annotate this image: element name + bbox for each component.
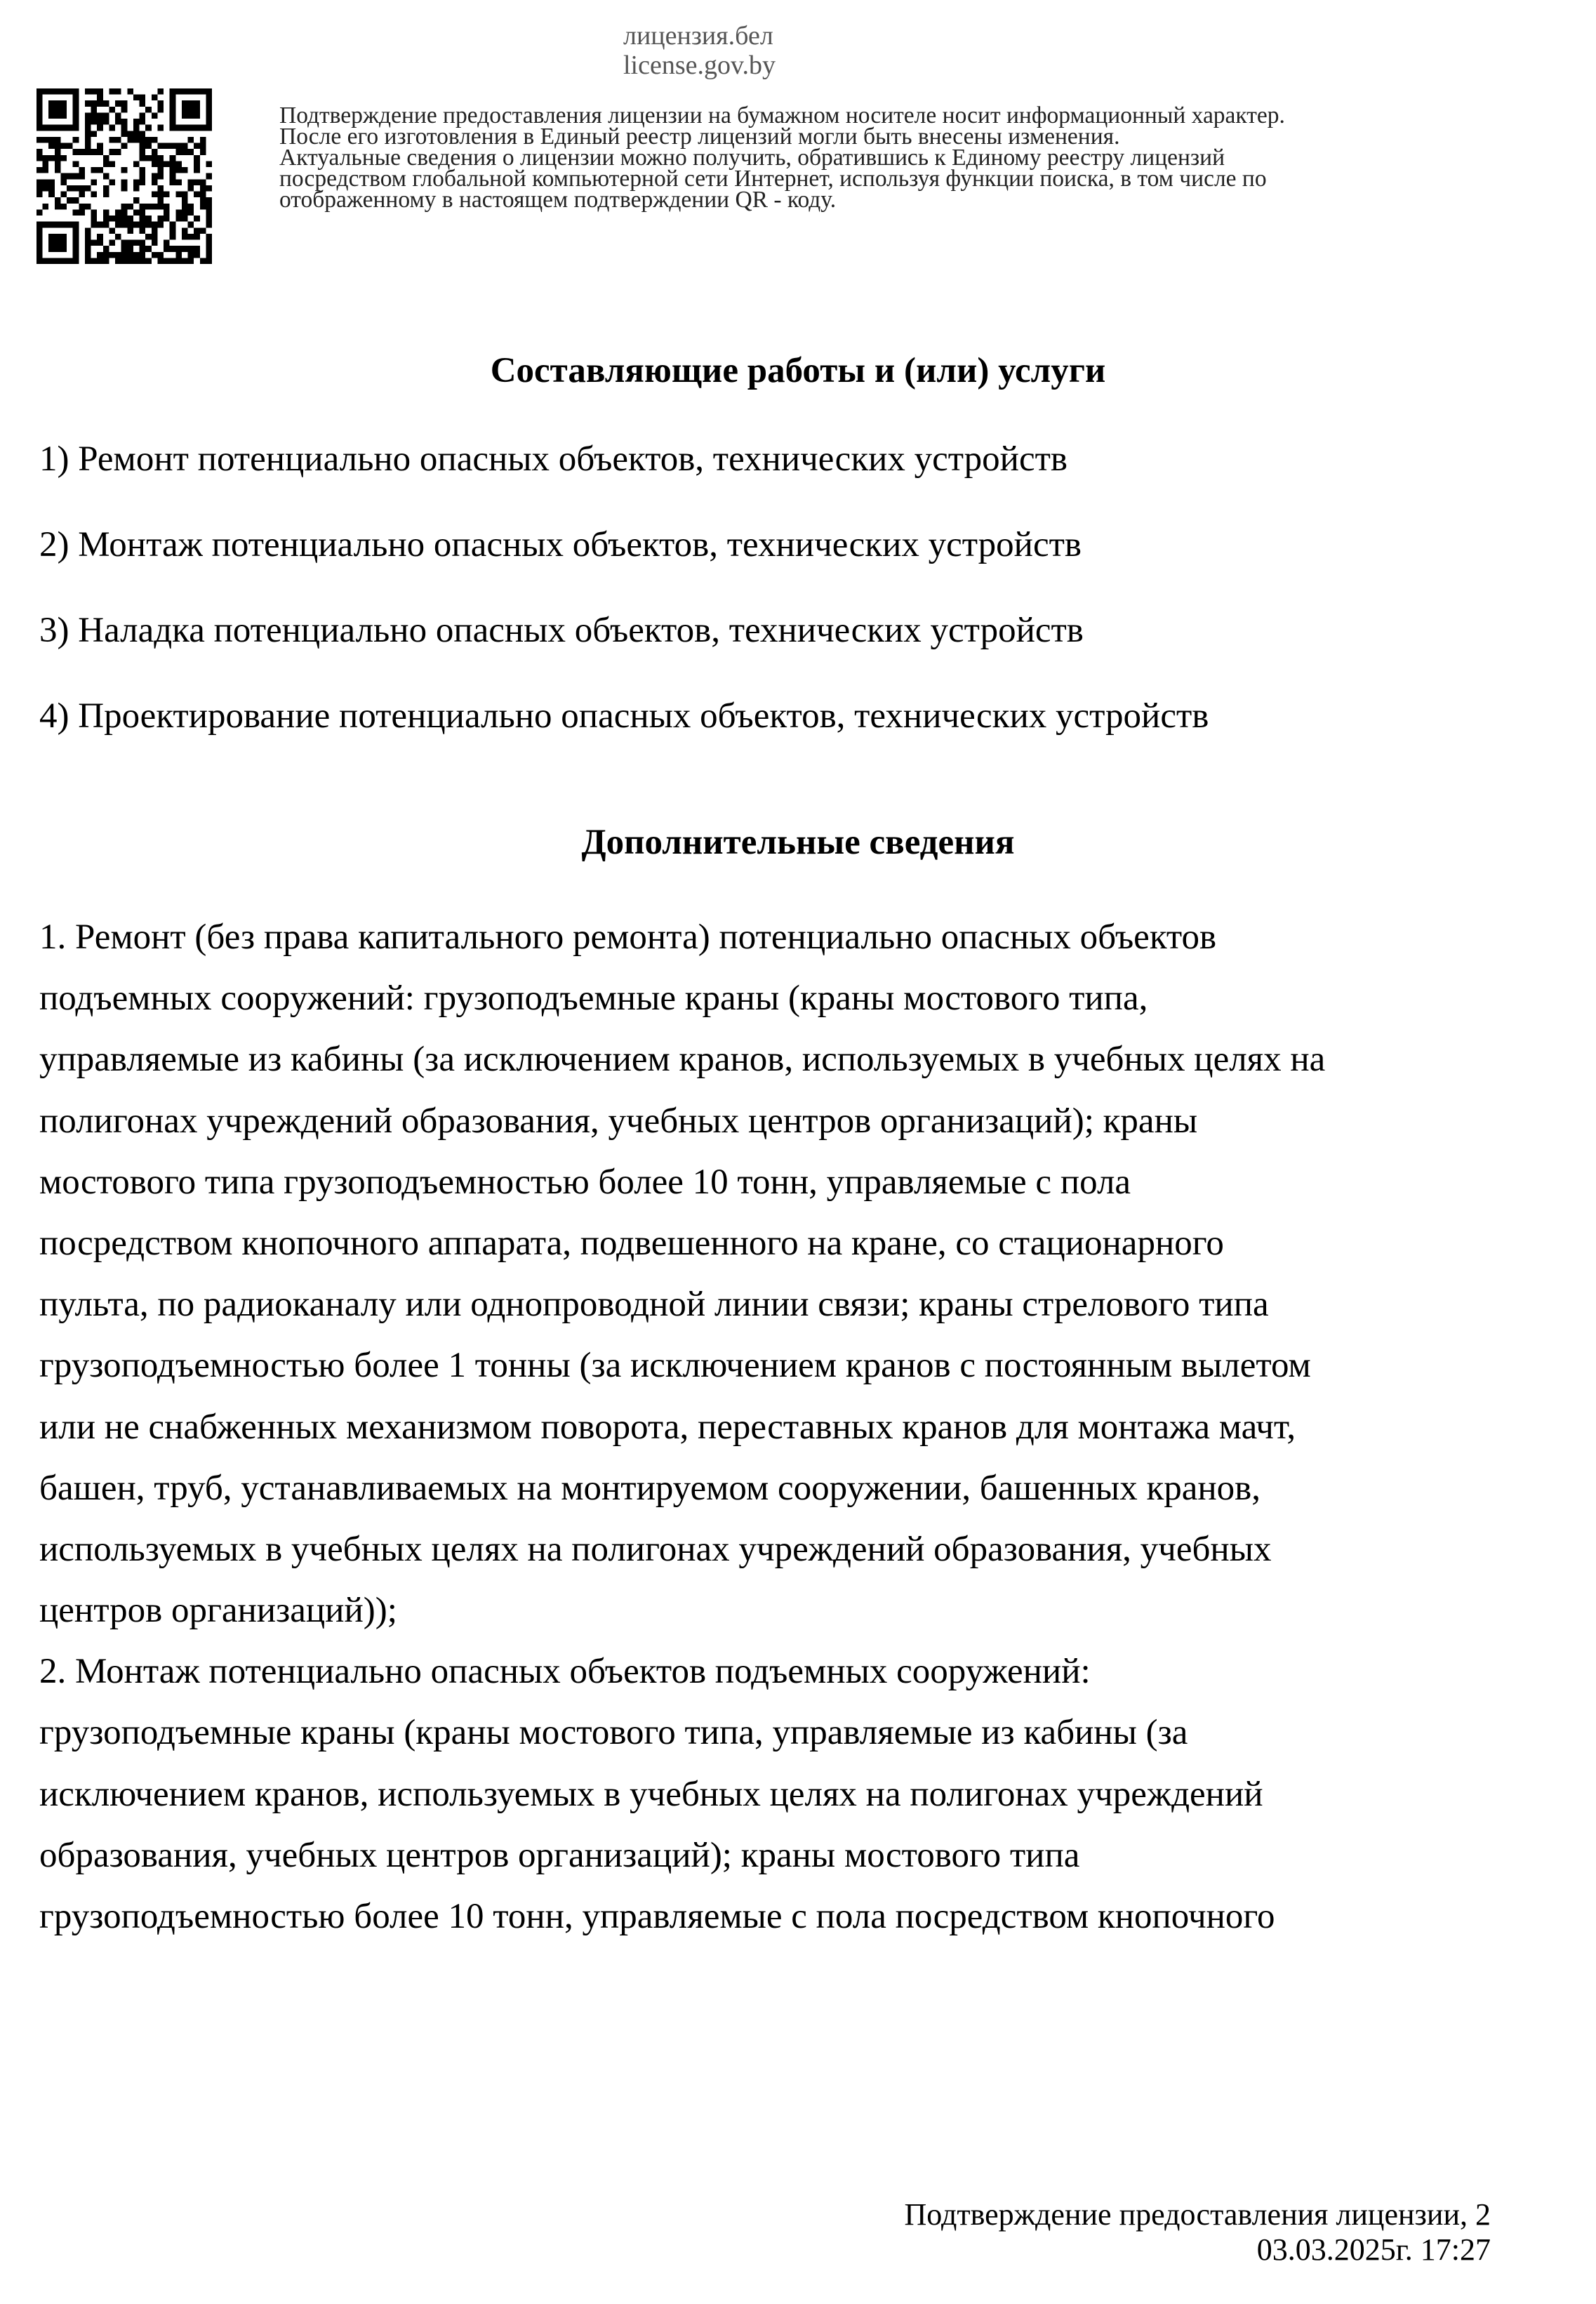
notice-line: После его изготовления в Единый реестр лицензий могли быть внесены изменения. (279, 124, 1120, 150)
site-link-bel[interactable]: лицензия.бел (623, 21, 773, 51)
detail-line: полигонах учреждений образования, учебных центров организаций); краны (39, 1101, 1198, 1141)
detail-line: башен, труб, устанавливаемых на монтируемом сооружении, башенных кранов, (39, 1468, 1261, 1508)
detail-line: образования, учебных центров организаций); краны мостового типа (39, 1835, 1080, 1875)
detail-line: управляемые из кабины (за исключением кранов, используемых в учебных целях на (39, 1040, 1326, 1080)
detail-line: пульта, по радиоканалу или однопроводной линии связи; краны стрелового типа (39, 1285, 1269, 1325)
work-item: 1) Ремонт потенциально опасных объектов, технических устройств (39, 439, 1068, 479)
notice-line: Подтверждение предоставления лицензии на бумажном носителе носит информационный характер. (279, 102, 1285, 128)
page-footer (904, 2197, 1491, 2267)
additional-section-title: Дополнительные сведения (581, 823, 1015, 862)
detail-line: грузоподъемностью более 1 тонны (за исключением кранов с постоянным вылетом (39, 1346, 1311, 1386)
detail-line: грузоподъемностью более 10 тонн, управляемые с пола посредством кнопочного (39, 1897, 1275, 1936)
site-links (623, 21, 946, 80)
qr-code-icon (36, 88, 212, 264)
detail-line: центров организаций)); (39, 1591, 397, 1631)
detail-line: или не снабженных механизмом поворота, переставных кранов для монтажа мачт, (39, 1407, 1296, 1447)
notice-line: Актуальные сведения о лицензии можно получить, обратившись к Единому реестру лицензий (279, 145, 1225, 171)
works-section-title: Составляющие работы и (или) услуги (490, 351, 1106, 390)
works-list (39, 438, 1569, 781)
work-item: 2) Монтаж потенциально опасных объектов, технических устройств (39, 525, 1082, 564)
disclaimer-notice (279, 102, 1564, 213)
detail-line: подъемных сооружений: грузоподъемные краны (краны мостового типа, (39, 979, 1148, 1019)
detail-line: мостового типа грузоподъемностью более 10 тонн, управляемые с пола (39, 1162, 1131, 1202)
detail-line: грузоподъемные краны (краны мостового типа, управляемые из кабины (за (39, 1713, 1188, 1753)
work-item: 3) Наладка потенциально опасных объектов, технических устройств (39, 611, 1084, 650)
work-item: 4) Проектирование потенциально опасных объектов, технических устройств (39, 696, 1209, 736)
footer-caption: Подтверждение предоставления лицензии, 2 (904, 2197, 1491, 2232)
detail-line: используемых в учебных целях на полигонах учреждений образования, учебных (39, 1529, 1272, 1569)
footer-timestamp: 03.03.2025г. 17:27 (1256, 2232, 1491, 2267)
notice-line: отображенному в настоящем подтверждении QR - коду. (279, 187, 837, 213)
detail-line: 2. Монтаж потенциально опасных объектов подъемных сооружений: (39, 1652, 1091, 1692)
detail-line: 1. Ремонт (без права капитального ремонта) потенциально опасных объектов (39, 918, 1217, 957)
detail-line: исключением кранов, используемых в учебных целях на полигонах учреждений (39, 1774, 1263, 1814)
detail-line: посредством кнопочного аппарата, подвешенного на кране, со стационарного (39, 1223, 1224, 1263)
site-link-gov-by[interactable]: license.gov.by (623, 51, 776, 80)
notice-line: посредством глобальной компьютерной сети Интернет, используя функции поиска, в том числе по (279, 166, 1267, 192)
additional-details (39, 907, 1569, 1947)
